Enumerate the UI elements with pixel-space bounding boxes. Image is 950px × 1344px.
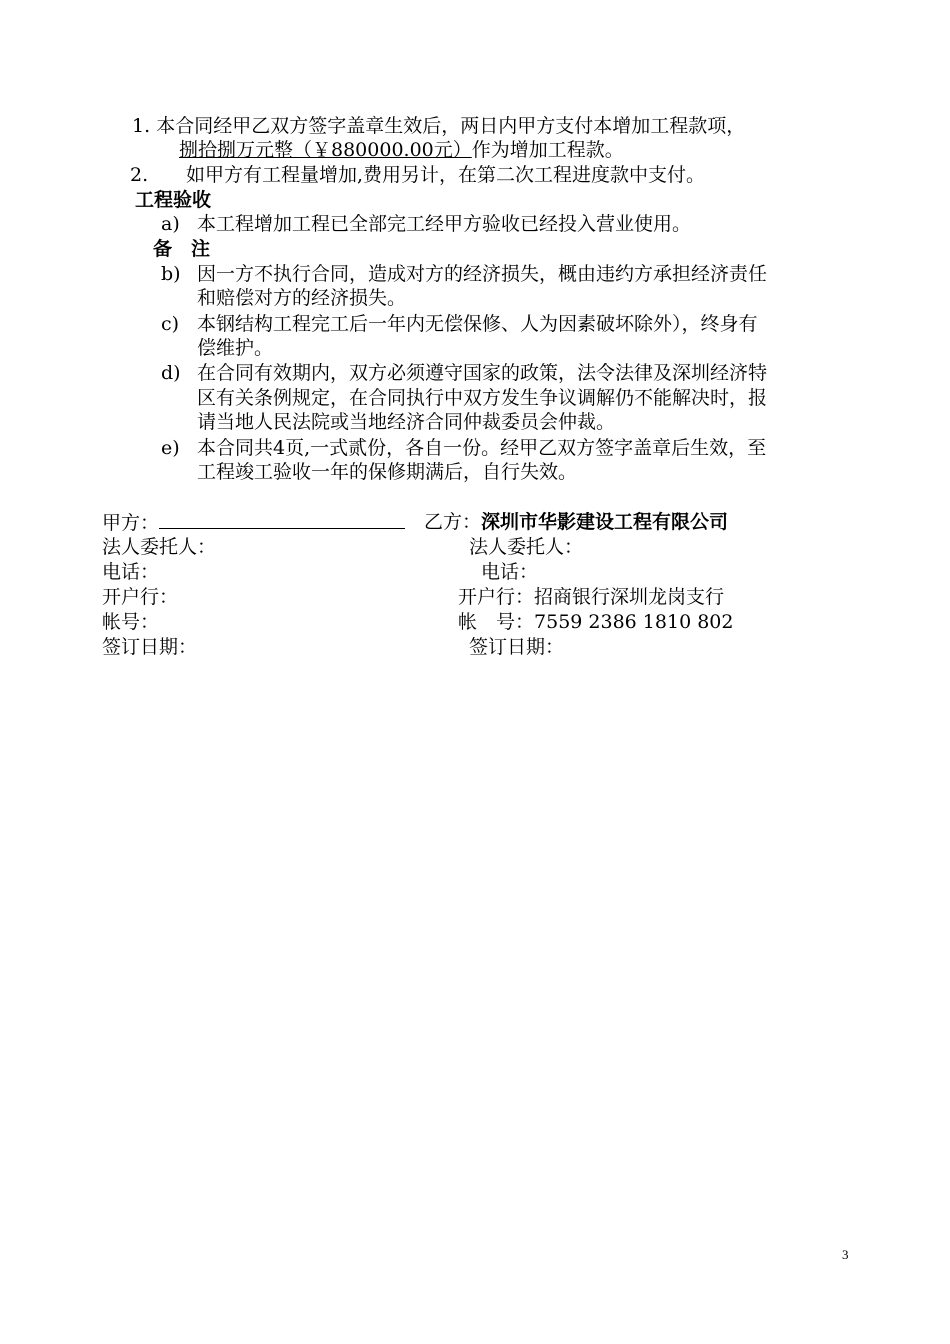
party-a-delegate: 法人委托人： [102, 536, 217, 558]
page-number: 3 [842, 1247, 849, 1262]
clause-b-line-1: 因一方不执行合同，造成对方的经济损失，概由违约方承担经济责任 [197, 263, 768, 285]
party-a-row [102, 510, 405, 535]
party-a-phone: 电话： [102, 561, 160, 583]
clause-d-line-3: 请当地人民法院或当地经济合同仲裁委员会仲裁。 [197, 411, 616, 433]
clause-e-line-1: 本合同共4页,一式贰份，各自一份。经甲乙双方签字盖章后生效，至 [197, 437, 767, 459]
section-heading-notes: 备 注 [153, 238, 211, 260]
payment-item-1-line-2 [179, 138, 624, 162]
party-b-account-value: 7559 2386 1810 802 [534, 611, 734, 633]
item-number: 2. [130, 164, 149, 186]
party-b-bank [458, 585, 724, 609]
payment-item-2-text: 如甲方有工程量增加,费用另计，在第二次工程进度款中支付。 [186, 164, 706, 186]
clause-c-line-2: 偿维护。 [197, 337, 274, 359]
clause-d-line-2: 区有关条例规定，在合同执行中双方发生争议调解仍不能解决时，报 [197, 387, 768, 409]
clause-c-label: c) [161, 313, 180, 335]
payment-item-1-line-1 [132, 114, 745, 138]
item-text: 作为增加工程款。 [471, 139, 624, 161]
clause-c-line-1: 本钢结构工程完工后一年内无偿保修、人为因素破坏除外），终身有 [197, 313, 758, 335]
party-b-company-name: 深圳市华影建设工程有限公司 [481, 511, 729, 533]
party-b-bank-value: 招商银行深圳龙岗支行 [534, 586, 725, 608]
item-number: 1. [132, 115, 151, 137]
clause-d-line-1: 在合同有效期内，双方必须遵守国家的政策，法令法律及深圳经济特 [197, 362, 768, 384]
party-b-label: 乙方： [424, 511, 482, 533]
party-b-account [458, 610, 733, 634]
payment-amount: 捌拾捌万元整（￥880000.00元） [179, 139, 472, 161]
clause-a-label: a) [161, 213, 180, 235]
party-a-date: 签订日期： [102, 636, 198, 658]
clause-a-text: 本工程增加工程已全部完工经甲方验收已经投入营业使用。 [197, 213, 692, 235]
party-a-signature-blank [159, 510, 405, 529]
item-text: 本合同经甲乙双方签字盖章生效后，两日内甲方支付本增加工程款项， [156, 115, 746, 137]
section-heading-acceptance: 工程验收 [135, 189, 212, 211]
party-b-account-label: 帐 号： [458, 611, 535, 633]
party-a-bank: 开户行： [102, 586, 179, 608]
party-b-date: 签订日期： [469, 636, 565, 658]
party-b-row [424, 510, 728, 534]
party-b-delegate: 法人委托人： [469, 536, 584, 558]
clause-e-label: e) [161, 437, 180, 459]
clause-e-line-2: 工程竣工验收一年的保修期满后，自行失效。 [197, 461, 578, 483]
party-b-phone: 电话： [481, 561, 539, 583]
clause-b-label: b) [161, 263, 181, 285]
party-a-account: 帐号： [102, 611, 160, 633]
clause-b-line-2: 和赔偿对方的经济损失。 [197, 287, 407, 309]
clause-d-label: d) [161, 362, 181, 384]
party-a-label: 甲方： [102, 512, 160, 534]
party-b-bank-label: 开户行： [458, 586, 535, 608]
payment-item-2 [130, 163, 148, 187]
